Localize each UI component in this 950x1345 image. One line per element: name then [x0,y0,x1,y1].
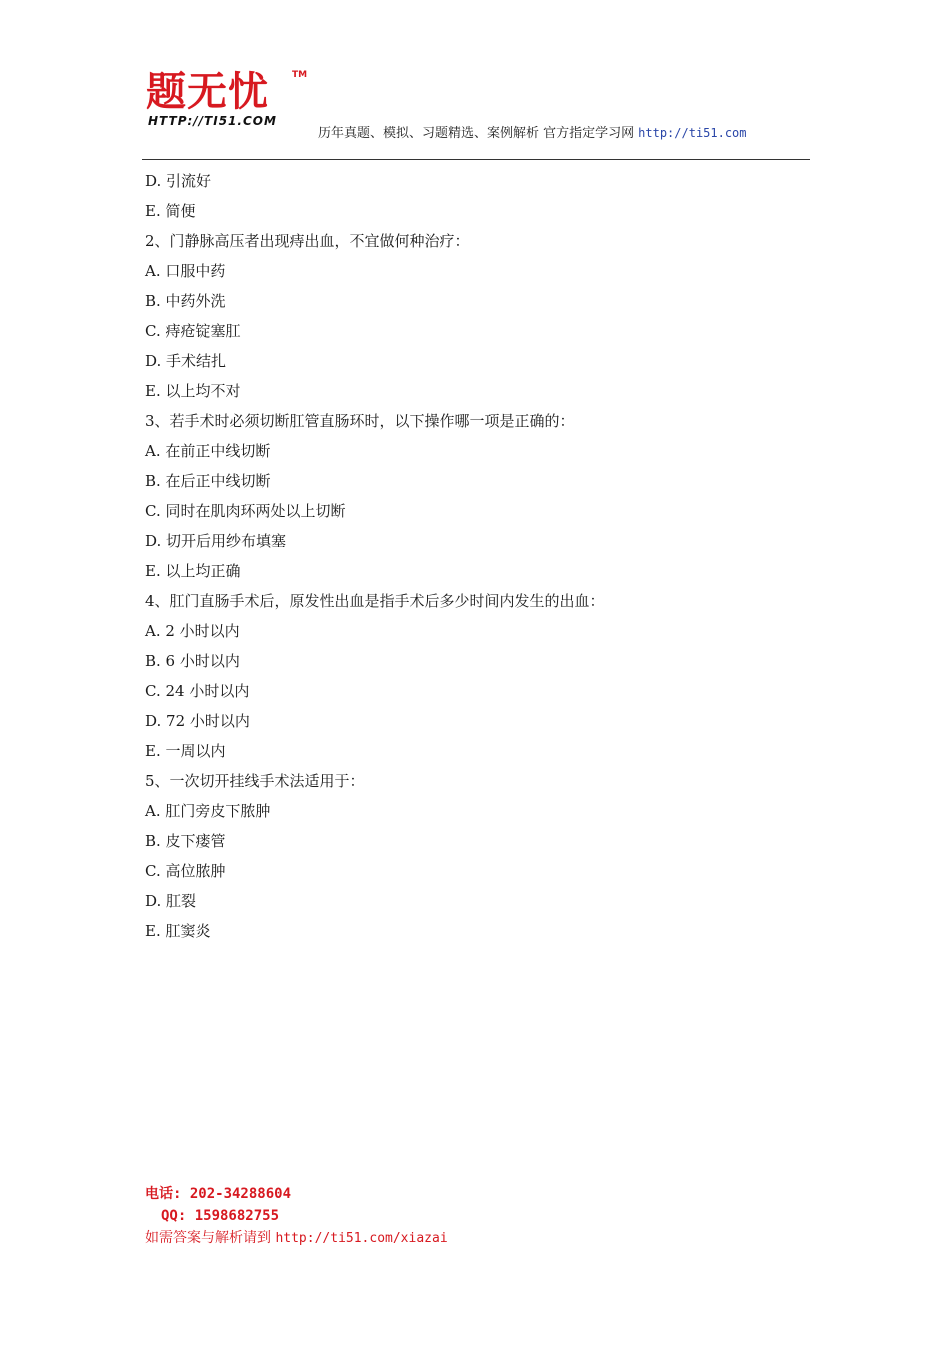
option-line: C. 高位脓肿 [145,862,226,880]
question-line: 3、若手术时必须切断肛管直肠环时，以下操作哪一项是正确的： [145,412,575,430]
option-line: D. 切开后用纱布填塞 [145,532,287,550]
option-line: E. 以上均正确 [145,562,241,580]
tagline-text: 历年真题、模拟、习题精选、案例解析 官方指定学习网 [318,126,635,141]
footer-note-text: 如需答案与解析请到 [145,1230,271,1246]
option-line: D. 引流好 [145,172,212,190]
option-line: E. 肛窦炎 [145,922,211,940]
footer-contact [145,1183,645,1250]
option-line: C. 同时在肌肉环两处以上切断 [145,502,346,520]
option-line: B. 6 小时以内 [145,652,240,670]
option-line: A. 2 小时以内 [145,622,240,640]
option-line: A. 在前正中线切断 [145,442,271,460]
question-line: 4、肛门直肠手术后，原发性出血是指手术后多少时间内发生的出血： [145,592,605,610]
option-line: C. 24 小时以内 [145,682,250,700]
tagline-link[interactable]: http://ti51.com [638,126,747,140]
logo-trademark: TM [292,70,308,80]
option-line: D. 72 小时以内 [145,712,250,730]
logo-text: 题无忧 [146,69,269,115]
option-line: B. 在后正中线切断 [145,472,271,490]
option-line: D. 肛裂 [145,892,197,910]
option-line: C. 痔疮锭塞肛 [145,322,241,340]
option-line: E. 以上均不对 [145,382,241,400]
logo-url: HTTP://TI51.COM [148,114,277,128]
header-tagline [318,122,747,141]
question-line: 2、门静脉高压者出现痔出血，不宜做何种治疗： [145,232,470,250]
footer-note [145,1227,645,1250]
option-line: E. 简便 [145,202,196,220]
question-line: 5、一次切开挂线手术法适用于： [145,772,365,790]
header-divider [142,159,810,160]
question-content [145,170,805,950]
option-line: D. 手术结扎 [145,352,227,370]
option-line: B. 中药外洗 [145,292,226,310]
site-logo[interactable] [142,68,318,134]
footer-download-link[interactable]: http://ti51.com/xiazai [275,1231,448,1246]
footer-phone: 电话: 202-34288604 [145,1186,292,1202]
option-line: E. 一周以内 [145,742,226,760]
option-line: B. 皮下瘘管 [145,832,226,850]
footer-qq: QQ: 1598682755 [161,1208,280,1224]
option-line: A. 口服中药 [145,262,226,280]
option-line: A. 肛门旁皮下脓肿 [145,802,271,820]
